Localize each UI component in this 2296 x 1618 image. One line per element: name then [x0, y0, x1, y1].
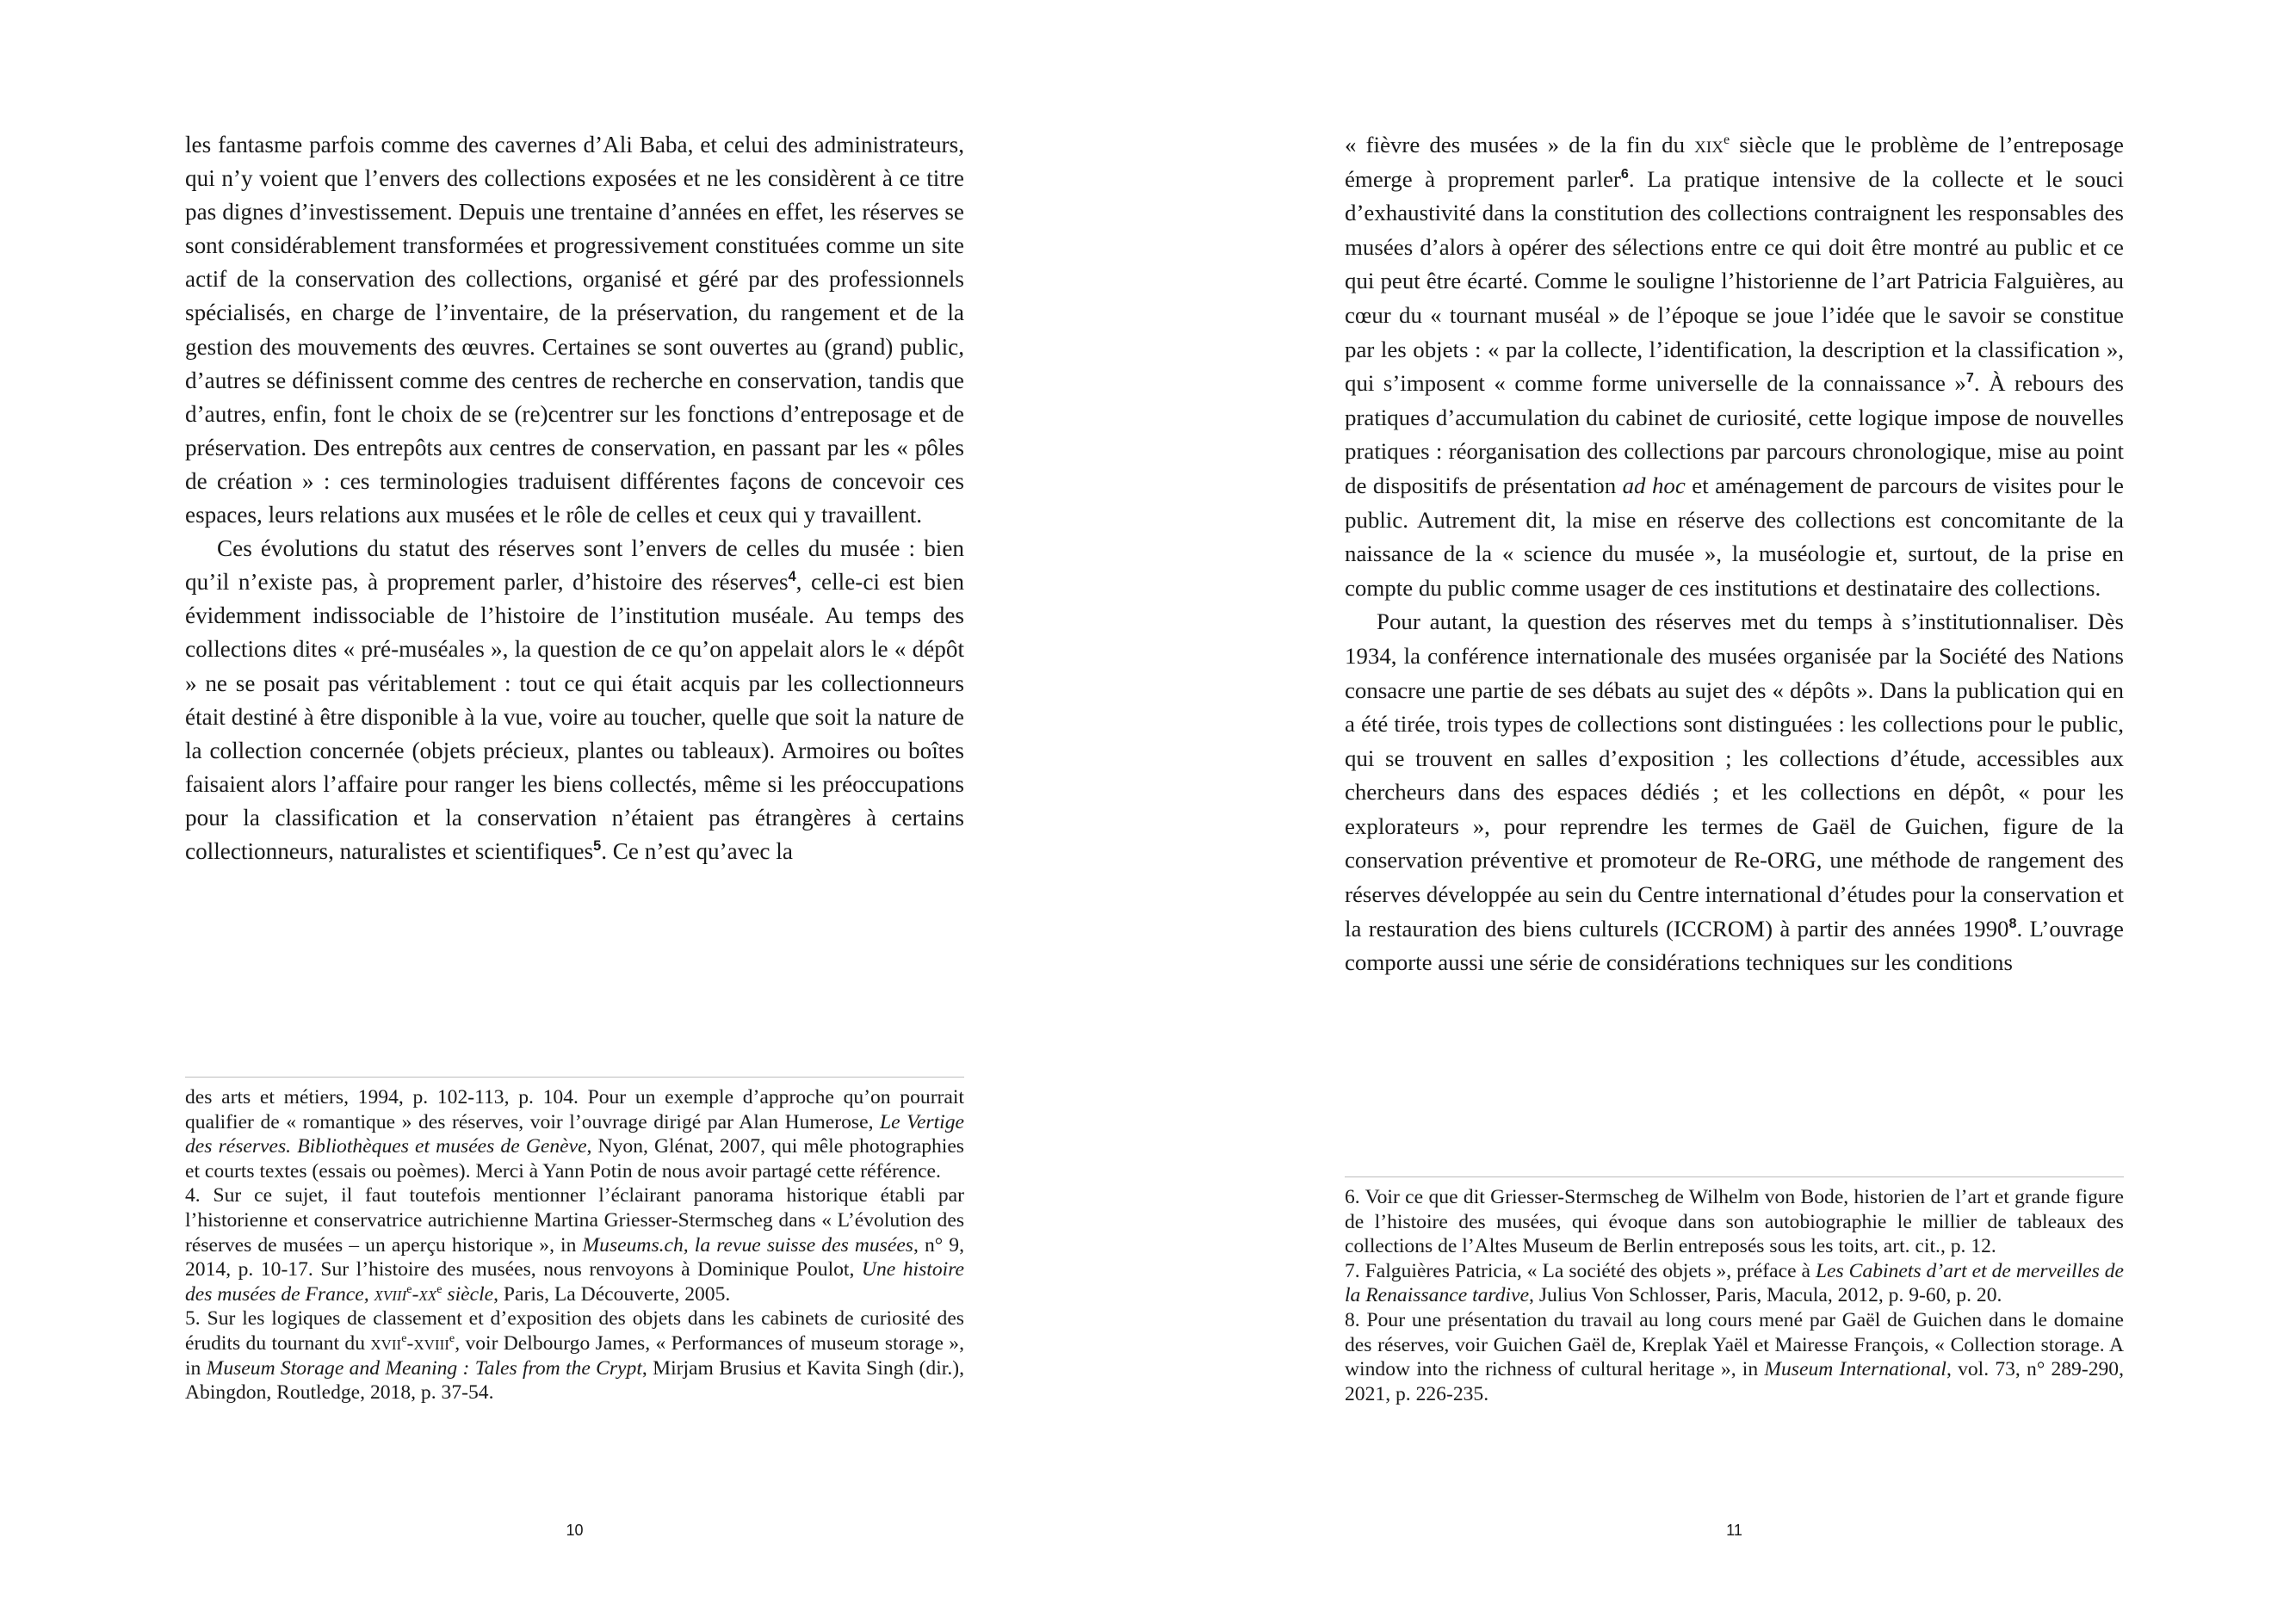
- right-footnotes: [1345, 1176, 2124, 1406]
- left-paragraph-2: Ces évolutions du statut des réserves sont l’envers de celles du musée : bien qu’il n’existe pas, à proprement parler, d’histoire des réserves$^4$, celle-ci est bien évidemment indissociable de l’histoire de l’institution muséale. Au temps des collections dites « pré-muséales », la question de ce qu’on appelait alors le « dépôt » ne se posait pas véritablement : tout ce qui était acquis par les collectionneurs était destiné à être disponible à la vue, voire au toucher, quelle que soit la nature de la collection concernée (objets précieux, plantes ou tableaux). Armoires ou boîtes faisaient alors l’affaire pour ranger les biens collectés, même si les préoccupations pour la classification et la conservation n’étaient pas étrangères à certains collectionneurs, naturalistes et scientifiques$^5$. Ce n’est qu’avec la: [185, 535, 964, 864]
- footnote-ref-4[interactable]: 4: [788, 569, 796, 585]
- footnote-3-continued: des arts et métiers, 1994, p. 102-113, p. 104. Pour un exemple d’approche qu’on pourrait qualifier de « romantique » des réserves, voir l’ouvrage dirigé par Alan Humerose, Le Vertige des réserves. Bibliothèques et musées de Genève, Nyon, Glénat, 2007, qui mêle photographies et courts textes (essais ou poèmes). Merci à Yann Potin de nous avoir partagé cette référence.: [185, 1086, 964, 1183]
- left-footnotes: [185, 1077, 964, 1405]
- right-body-text: [1345, 128, 2124, 980]
- footnote-8: 8. Pour une présentation du travail au long cours mené par Gaël de Guichen dans le domaine des réserves, voir Guichen Gaël de, Kreplak Yaël et Mairesse François, « Collection storage. A window into the richness of cultural heritage », in Museum International, vol. 73, n° 289-290, 2021, p. 226-235.: [1345, 1308, 2124, 1405]
- left-body-text: [185, 128, 964, 868]
- footnote-ref-7[interactable]: 7: [1965, 370, 1974, 386]
- right-page: [1345, 0, 2124, 1618]
- left-page: [185, 0, 964, 1618]
- footnote-ref-6[interactable]: 6: [1620, 165, 1629, 182]
- footnote-ref-8[interactable]: 8: [2008, 915, 2017, 931]
- left-paragraph-1: les fantasme parfois comme des cavernes d’Ali Baba, et celui des administrateurs, qui n’y voient que l’envers des collections exposées et ne les considèrent à ce titre pas dignes d’investissement. Depuis une trentaine d’années en effet, les réserves se sont considérablement transformées et progressivement constituées comme un site actif de la conservation des collections, organisé et géré par des professionnels spécialisés, en charge de l’inventaire, de la préservation, du rangement et de la gestion des mouvements des œuvres. Certaines se sont ouvertes au (grand) public, d’autres se définissent comme des centres de recherche en conservation, tandis que d’autres, enfin, font le choix de se (re)centrer sur les fonctions d’entreposage et de préservation. Des entrepôts aux centres de conservation, en passant par les « pôles de création » : ces terminologies traduisent différentes façons de concevoir ces espaces, leurs relations aux musées et le rôle de celles et ceux qui y travaillent.: [185, 132, 964, 528]
- right-paragraph-2: Pour autant, la question des réserves met du temps à s’institutionnaliser. Dès 1934, la conférence internationale des musées organisée par la Société des Nations consacre une partie de ses débats au sujet des « dépôts ». Dans la publication qui en a été tirée, trois types de collections sont distinguées : les collections pour le public, qui se trouvent en salles d’exposition ; les collections d’étude, accessibles aux chercheurs dans des espaces dédiés ; et les collections en dépôt, « pour les explorateurs », pour reprendre les termes de Gaël de Guichen, figure de la conservation préventive et promoteur de Re-ORG, une méthode de rangement des réserves développée au sein du Centre international d’études pour la conservation et la restauration des biens culturels (ICCROM) à partir des années 1990$^8$. L’ouvrage comporte aussi une série de considérations techniques sur les conditions: [1345, 608, 2124, 976]
- footnote-6: 6. Voir ce que dit Griesser-Stermscheg de Wilhelm von Bode, historien de l’art et grande figure de l’histoire des musées, qui évoque dans son autobiographie le millier de tableaux des collections de l’Altes Museum de Berlin entreposés sous les toits, art. cit., p. 12.: [1345, 1186, 2124, 1258]
- page-number-left: 10: [566, 1522, 584, 1539]
- right-paragraph-1: « fièvre des musées » de la fin du xix$^e$ siècle que le problème de l’entreposage émerge à proprement parler$^6$. La pratique intensive de la collecte et le souci d’exhaustivité dans la constitution des collections contraignent les responsables des musées d’alors à opérer des sélections entre ce qui doit être montré au public et ce qui peut être écarté. Comme le souligne l’historienne de l’art Patricia Falguières, au cœur du « tournant muséal » de l’époque se joue l’idée que le savoir se constitue par les objets : « par la collecte, l’identification, la description et la classification », qui s’imposent « comme forme universelle de la connaissance »$^7$. À rebours des pratiques d’accumulation du cabinet de curiosité, cette logique impose de nouvelles pratiques : réorganisation des collections par parcours chronologique, mise au point de dispositifs de présentation ad hoc et aménagement de parcours de visites pour le public. Autrement dit, la mise en réserve des collections est concomitante de la naissance de la « science du musée », la muséologie et, surtout, de la prise en compte du public comme usager de ces institutions et destinataire des collections.: [1345, 132, 2124, 601]
- footnote-5: 5. Sur les logiques de classement et d’exposition des objets dans les cabinets de curiosité des érudits du tournant du xvii$^e$-xviii$^e$, voir Delbourgo James, « Performances of museum storage », in Museum Storage and Meaning : Tales from the Crypt, Mirjam Brusius et Kavita Singh (dir.), Abingdon, Routledge, 2018, p. 37-54.: [185, 1307, 965, 1405]
- footnote-7: 7. Falguières Patricia, « La société des objets », préface à Les Cabinets d’art et de merveilles de la Renaissance tardive, Julius Von Schlosser, Paris, Macula, 2012, p. 9-60, p. 20.: [1345, 1259, 2125, 1307]
- page-number-right: 11: [1726, 1522, 1742, 1539]
- footnote-4: 4. Sur ce sujet, il faut toutefois mentionner l’éclairant panorama historique établi par l’historienne et conservatrice autrichienne Martina Griesser-Stermscheg dans « L’évolution des réserves de musées – un aperçu historique », in Museums.ch, la revue suisse des musées, n° 9, 2014, p. 10-17. Sur l’histoire des musées, nous renvoyons à Dominique Poulot, Une histoire des musées de France, $xviii^e-xx^e$ siècle, Paris, La Découverte, 2005.: [185, 1184, 965, 1306]
- footnote-ref-5[interactable]: 5: [593, 837, 602, 854]
